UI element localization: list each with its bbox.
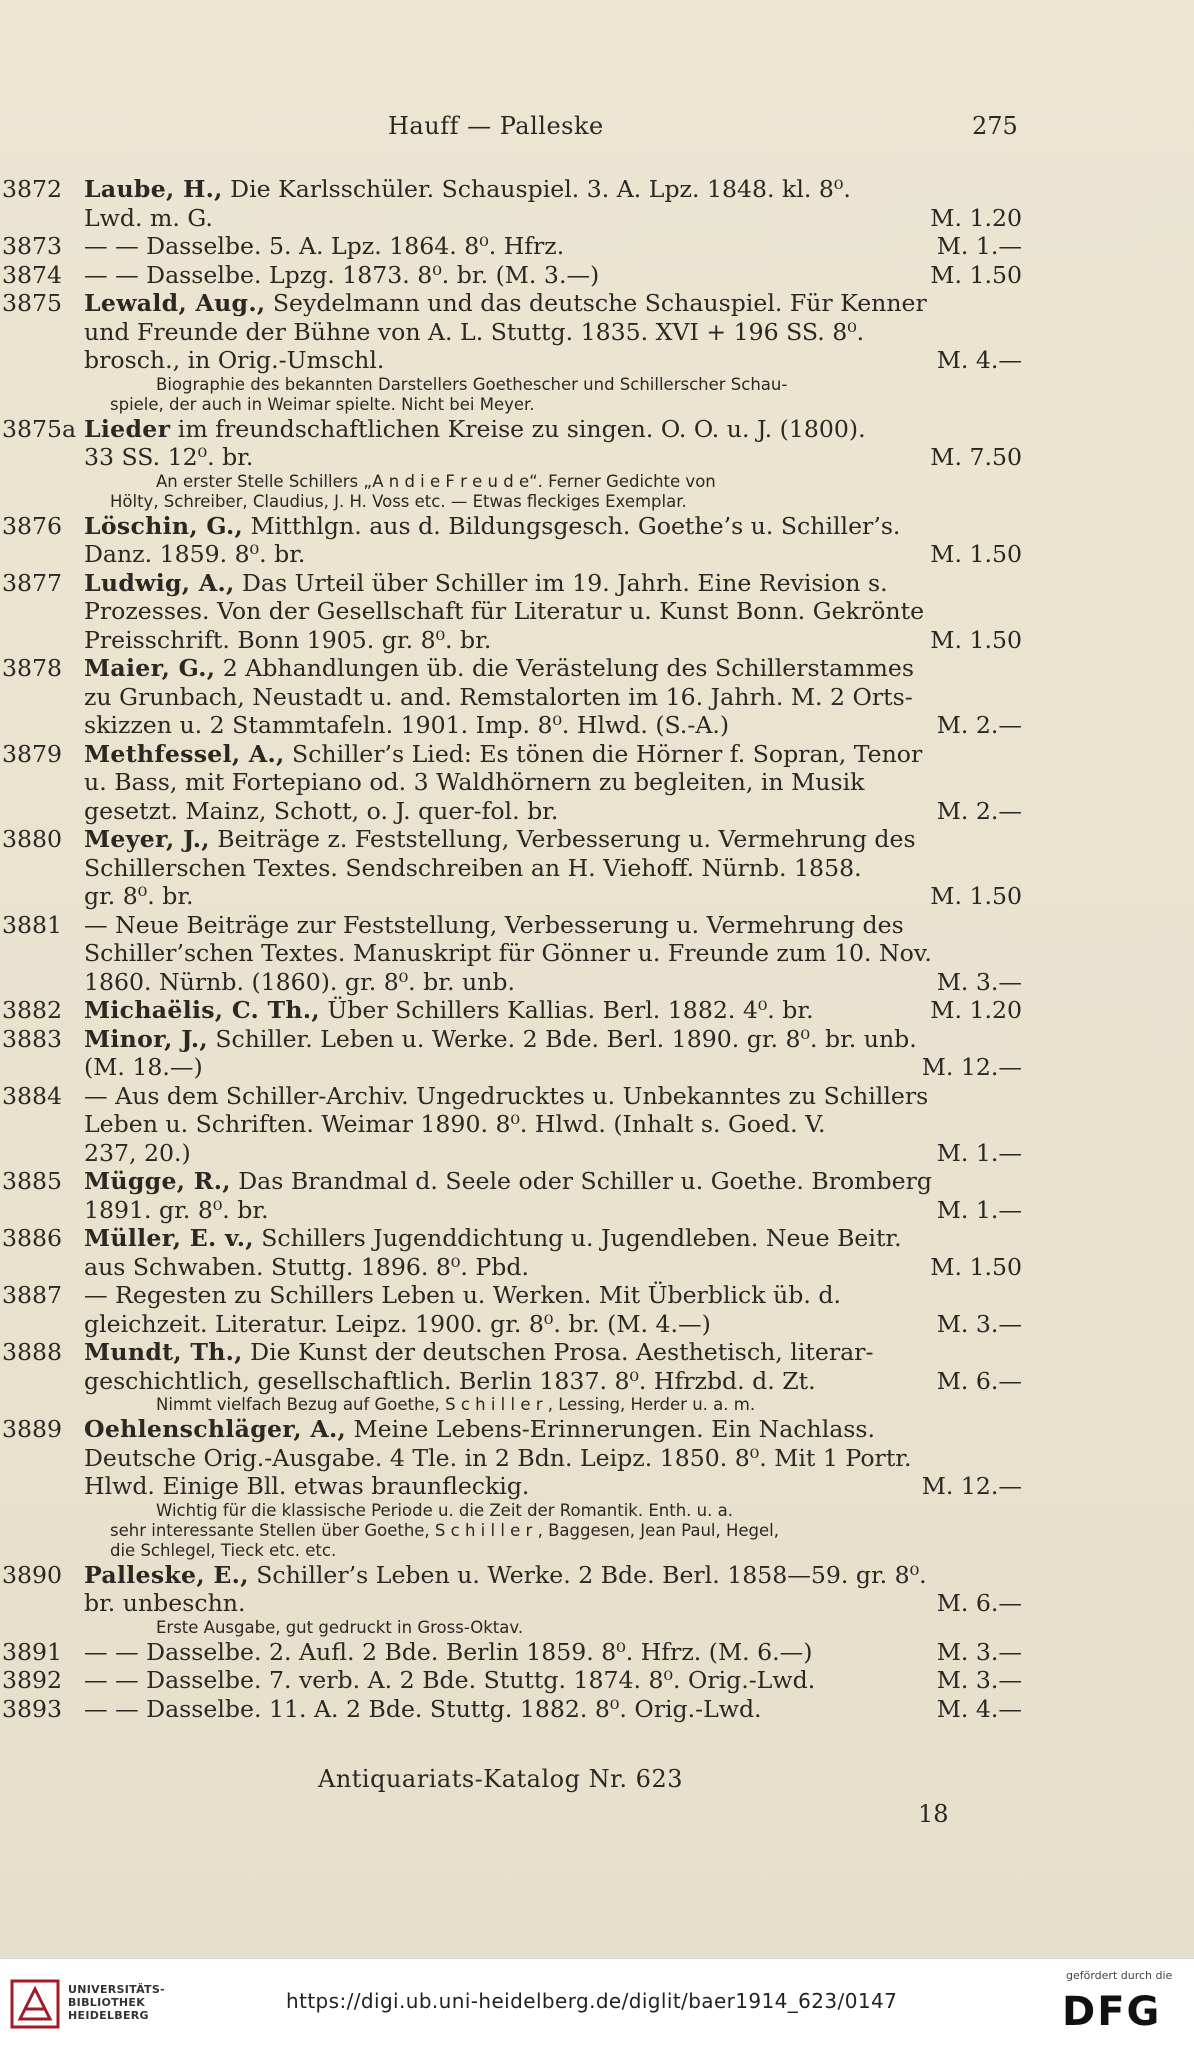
entry-number: 3875 <box>2 289 63 317</box>
entry-text <box>84 597 1030 626</box>
library-name-line: HEIDELBERG <box>68 2009 149 2022</box>
entry-description: 237, 20.) <box>84 1138 191 1167</box>
entry-text <box>84 939 1030 968</box>
entry-line <box>0 1589 1030 1618</box>
entry-line <box>0 204 1030 233</box>
catalog-entry <box>0 654 1030 740</box>
entry-line <box>0 1638 1030 1667</box>
entry-line <box>0 740 1030 769</box>
entry-price: M. 1.— <box>936 1138 1022 1167</box>
entry-number: 3883 <box>2 1024 63 1053</box>
entry-line <box>0 911 1030 940</box>
catalog-entry <box>0 911 1030 997</box>
entry-number: 3875a <box>2 414 77 443</box>
entry-author: Laube, H., <box>84 175 223 203</box>
entry-text <box>84 654 1030 683</box>
entry-author: Ludwig, A., <box>84 568 235 597</box>
entry-line <box>0 654 1030 683</box>
catalog-entry <box>0 289 1030 415</box>
entry-description: — — Dasselbe. 2. Aufl. 2 Bde. Berlin 1859. 8⁰. Hfrz. (M. 6.—) <box>84 1637 813 1666</box>
entry-number: 3872 <box>2 175 63 203</box>
entry-line <box>0 1110 1030 1139</box>
entry-number: 3882 <box>2 996 63 1024</box>
entry-description: Schiller. Leben u. Werke. 2 Bde. Berl. 1890. gr. 8⁰. br. unb. <box>207 1024 917 1053</box>
entry-description: — Aus dem Schiller-Archiv. Ungedrucktes u. Unbekanntes zu Schillers <box>84 1081 929 1110</box>
entry-price: M. 1.— <box>936 1195 1022 1224</box>
entry-number: 3887 <box>2 1281 63 1309</box>
entry-price: M. 6.— <box>936 1589 1022 1617</box>
entry-text <box>84 1082 1030 1111</box>
entry-author: Meyer, J., <box>84 825 210 853</box>
entry-text <box>84 683 1030 712</box>
entry-text <box>84 1139 1030 1168</box>
entry-description: Schillerschen Textes. Sendschreiben an H. Viehoff. Nürnb. 1858. <box>84 853 862 882</box>
entry-number: 3891 <box>2 1637 63 1666</box>
entry-description: Seydelmann und das deutsche Schauspiel. Für Kenner <box>265 289 927 317</box>
entry-description: Deutsche Orig.-Ausgabe. 4 Tle. in 2 Bdn. Leipz. 1850. 8⁰. Mit 1 Portr. <box>84 1443 912 1472</box>
entry-price: M. 1.50 <box>930 260 1022 289</box>
entry-note <box>0 1541 1030 1561</box>
entry-author: Mundt, Th., <box>84 1338 243 1366</box>
entry-description: gleichzeit. Literatur. Leipz. 1900. gr. 8⁰. br. (M. 4.—) <box>84 1309 711 1338</box>
entry-price: M. 3.— <box>936 967 1022 996</box>
entry-number: 3879 <box>2 739 63 768</box>
entry-number: 3885 <box>2 1167 63 1195</box>
entry-text <box>84 346 1030 375</box>
entry-description: 1860. Nürnb. (1860). gr. 8⁰. br. unb. <box>84 967 515 996</box>
entry-line <box>0 1082 1030 1111</box>
library-logo[interactable] <box>10 1973 180 2033</box>
catalog-entry <box>0 825 1030 911</box>
entry-text <box>84 1253 1030 1282</box>
entry-description: zu Grunbach, Neustadt u. and. Remstalorten im 16. Jahrh. M. 2 Orts- <box>84 682 913 711</box>
catalog-footer: Antiquariats-Katalog Nr. 623 <box>318 1765 683 1793</box>
entry-price: M. 12.— <box>921 1053 1022 1081</box>
entry-price: M. 1.50 <box>930 625 1022 654</box>
entry-description: 33 SS. 12⁰. br. <box>84 443 254 471</box>
catalog-entry <box>0 1224 1030 1281</box>
entry-price: M. 2.— <box>936 711 1022 739</box>
entry-line <box>0 1666 1030 1695</box>
entry-line <box>0 1310 1030 1339</box>
entry-text <box>84 512 1030 541</box>
entry-text <box>84 415 1030 444</box>
entry-line <box>0 1253 1030 1282</box>
entry-line <box>0 1196 1030 1225</box>
entry-line <box>0 1281 1030 1310</box>
entry-line <box>0 854 1030 883</box>
entry-description: skizzen u. 2 Stammtafeln. 1901. Imp. 8⁰. Hlwd. (S.-A.) <box>84 711 730 739</box>
entry-price: M. 1.— <box>936 232 1022 260</box>
entry-line <box>0 882 1030 911</box>
entry-text <box>84 232 1030 261</box>
entry-text <box>84 711 1030 740</box>
entry-description: Hlwd. Einige Bll. etwas braunfleckig. <box>84 1472 530 1500</box>
entry-line <box>0 1338 1030 1367</box>
entry-text <box>84 1638 1030 1667</box>
entry-text <box>84 882 1030 911</box>
entry-price: M. 1.20 <box>930 203 1022 232</box>
entry-number: 3877 <box>2 568 63 597</box>
entry-line <box>0 1224 1030 1253</box>
entry-line <box>0 318 1030 347</box>
entry-text <box>84 1415 1030 1444</box>
entry-line <box>0 1053 1030 1082</box>
entry-text <box>84 1224 1030 1253</box>
entry-number: 3880 <box>2 825 63 853</box>
entry-text <box>84 569 1030 598</box>
entry-number: 3890 <box>2 1560 63 1589</box>
entry-text <box>84 1110 1030 1139</box>
entry-text <box>84 1472 1030 1501</box>
entry-price: M. 4.— <box>936 346 1022 374</box>
entry-line <box>0 797 1030 826</box>
entry-note <box>0 472 1030 492</box>
header-title: Hauff — Palleske <box>388 112 604 140</box>
entry-price: M. 3.— <box>936 1309 1022 1338</box>
entry-text <box>84 1025 1030 1054</box>
entry-line <box>0 683 1030 712</box>
entry-text <box>84 1310 1030 1339</box>
entry-description: Schiller’s Lied: Es tönen die Hörner f. Sopran, Tenor <box>284 739 923 768</box>
entry-description: Das Brandmal d. Seele oder Schiller u. Goethe. Bromberg <box>230 1167 932 1195</box>
entry-line <box>0 261 1030 290</box>
entry-description: Über Schillers Kallias. Berl. 1882. 4⁰. br. <box>319 996 814 1024</box>
entry-note <box>0 1618 1030 1638</box>
entry-line <box>0 711 1030 740</box>
entry-text <box>84 1695 1030 1724</box>
entry-line <box>0 996 1030 1025</box>
entry-description: Leben u. Schriften. Weimar 1890. 8⁰. Hlwd. (Inhalt s. Goed. V. <box>84 1110 826 1138</box>
entry-description: — Regesten zu Schillers Leben u. Werken. Mit Überblick üb. d. <box>84 1281 841 1309</box>
entry-description: — — Dasselbe. 11. A. 2 Bde. Stuttg. 1882. 8⁰. Orig.-Lwd. <box>84 1694 762 1723</box>
library-name-line: UNIVERSITÄTS- <box>68 1983 165 1996</box>
entry-description: u. Bass, mit Fortepiano od. 3 Waldhörnern zu begleiten, in Musik <box>84 768 865 796</box>
entry-text <box>84 261 1030 290</box>
dfg-logo[interactable]: DFG <box>1062 1989 1162 2035</box>
entry-note-text: spiele, der auch in Weimar spielte. Nicht bei Meyer. <box>110 394 535 414</box>
entry-description: Schillers Jugenddichtung u. Jugendleben. Neue Beitr. <box>253 1224 902 1252</box>
entry-price: M. 1.50 <box>930 540 1022 568</box>
entry-text <box>84 204 1030 233</box>
entry-author: Mügge, R., <box>84 1167 231 1195</box>
catalog-entry <box>0 740 1030 826</box>
entry-text <box>84 540 1030 569</box>
library-name <box>68 1983 165 2022</box>
entry-text <box>84 740 1030 769</box>
library-name-line: BIBLIOTHEK <box>68 1996 146 2009</box>
entry-price: M. 7.50 <box>930 443 1022 471</box>
entry-note-text: sehr interessante Stellen über Goethe, S c h i l l e r , Baggesen, Jean Paul, Hegel, <box>110 1520 779 1540</box>
entry-line <box>0 175 1030 204</box>
entry-text <box>84 996 1030 1025</box>
entry-price: M. 1.50 <box>930 882 1022 910</box>
catalog-entry <box>0 232 1030 261</box>
entry-text <box>84 175 1030 204</box>
catalog-entry <box>0 175 1030 232</box>
entry-description: gr. 8⁰. br. <box>84 882 194 910</box>
entry-line <box>0 289 1030 318</box>
entry-text <box>84 1367 1030 1396</box>
entry-description: Mitthlgn. aus d. Bildungsgesch. Goethe’s u. Schiller’s. <box>243 511 901 540</box>
entry-description: geschichtlich, gesellschaftlich. Berlin 1837. 8⁰. Hfrzbd. d. Zt. <box>84 1366 816 1395</box>
entry-description: aus Schwaben. Stuttg. 1896. 8⁰. Pbd. <box>84 1252 529 1281</box>
entry-description: Das Urteil über Schiller im 19. Jahrh. Eine Revision s. <box>234 568 888 597</box>
running-header <box>0 112 1194 146</box>
library-seal-icon <box>10 1979 60 2029</box>
entry-description: gesetzt. Mainz, Schott, o. J. quer-fol. br. <box>84 796 559 825</box>
entry-description: — — Dasselbe. Lpzg. 1873. 8⁰. br. (M. 3.—) <box>84 260 600 289</box>
entry-text <box>84 825 1030 854</box>
catalog-entry <box>0 1338 1030 1415</box>
entry-text <box>84 626 1030 655</box>
entry-description: — — Dasselbe. 7. verb. A. 2 Bde. Stuttg. 1874. 8⁰. Orig.-Lwd. <box>84 1666 816 1694</box>
entry-price: M. 1.20 <box>930 996 1022 1024</box>
entry-text <box>84 1167 1030 1196</box>
entry-line <box>0 768 1030 797</box>
entry-note-text: Wichtig für die klassische Periode u. die Zeit der Romantik. Enth. u. a. <box>156 1500 733 1520</box>
entry-text <box>84 1666 1030 1695</box>
entry-text <box>84 318 1030 347</box>
entry-text <box>84 1338 1030 1367</box>
entry-number: 3886 <box>2 1224 63 1252</box>
entry-number: 3873 <box>2 232 63 260</box>
entry-list <box>0 175 1030 1723</box>
entry-number: 3878 <box>2 654 63 682</box>
entry-note <box>0 395 1030 415</box>
entry-note-text: Erste Ausgabe, gut gedruckt in Gross-Oktav. <box>156 1617 524 1637</box>
entry-line <box>0 1472 1030 1501</box>
catalog-entry <box>0 569 1030 655</box>
entry-author: Lewald, Aug., <box>84 289 266 317</box>
entry-line <box>0 346 1030 375</box>
entry-line <box>0 1025 1030 1054</box>
entry-author: Lieder <box>84 414 171 443</box>
entry-text <box>84 1196 1030 1225</box>
entry-line <box>0 232 1030 261</box>
entry-price: M. 2.— <box>936 796 1022 825</box>
catalog-entry <box>0 1561 1030 1638</box>
entry-note-text: Nimmt vielfach Bezug auf Goethe, S c h i l l e r , Lessing, Herder u. a. m. <box>156 1395 756 1414</box>
funded-by-label: gefördert durch die <box>1066 1969 1173 1982</box>
entry-description: — Neue Beiträge zur Feststellung, Verbesserung u. Vermehrung des <box>84 910 904 939</box>
catalog-entry <box>0 1025 1030 1082</box>
entry-line <box>0 1415 1030 1444</box>
catalog-entry <box>0 261 1030 290</box>
entry-author: Methfessel, A., <box>84 739 285 768</box>
entry-description: Schiller’schen Textes. Manuskript für Gönner u. Freunde zum 10. Nov. <box>84 939 932 967</box>
signature-mark: 18 <box>918 1800 949 1828</box>
entry-text <box>84 1281 1030 1310</box>
entry-note <box>0 375 1030 395</box>
entry-line <box>0 569 1030 598</box>
entry-note <box>0 1521 1030 1541</box>
catalog-entry <box>0 1695 1030 1724</box>
entry-description: br. unbeschn. <box>84 1589 246 1617</box>
entry-author: Michaëlis, C. Th., <box>84 996 320 1024</box>
entry-text <box>84 911 1030 940</box>
entry-description: Meine Lebens-Erinnerungen. Ein Nachlass. <box>345 1415 876 1443</box>
entry-line <box>0 968 1030 997</box>
entry-author: Maier, G., <box>84 654 216 682</box>
entry-note-text: An erster Stelle Schillers „A n d i e F r e u d e“. Ferner Gedichte von <box>156 471 716 491</box>
entry-description: Preisschrift. Bonn 1905. gr. 8⁰. br. <box>84 625 492 654</box>
entry-author: Löschin, G., <box>84 511 244 540</box>
entry-author: Minor, J., <box>84 1024 208 1053</box>
entry-description: im freundschaftlichen Kreise zu singen. O. O. u. J. (1800). <box>170 414 866 443</box>
catalog-entry <box>0 996 1030 1025</box>
entry-description: Prozesses. Von der Gesellschaft für Literatur u. Kunst Bonn. Gekrönte <box>84 597 925 625</box>
entry-description: 1891. gr. 8⁰. br. <box>84 1195 269 1224</box>
entry-line <box>0 939 1030 968</box>
entry-line <box>0 626 1030 655</box>
catalog-entry <box>0 415 1030 512</box>
entry-text <box>84 1589 1030 1618</box>
entry-price: M. 3.— <box>936 1666 1022 1694</box>
entry-number: 3884 <box>2 1081 63 1110</box>
entry-line <box>0 1367 1030 1396</box>
catalog-entry <box>0 1666 1030 1695</box>
entry-number: 3889 <box>2 1415 63 1443</box>
entry-line <box>0 540 1030 569</box>
entry-note-text: Hölty, Schreiber, Claudius, J. H. Voss etc. — Etwas fleckiges Exemplar. <box>110 491 687 511</box>
entry-description: Die Kunst der deutschen Prosa. Aesthetisch, literar- <box>242 1338 874 1366</box>
entry-note-text: die Schlegel, Tieck etc. etc. <box>110 1540 337 1560</box>
entry-number: 3881 <box>2 910 63 939</box>
entry-text <box>84 289 1030 318</box>
entry-description: Danz. 1859. 8⁰. br. <box>84 540 306 568</box>
entry-text <box>84 854 1030 883</box>
entry-author: Palleske, E., <box>84 1560 249 1589</box>
entry-author: Müller, E. v., <box>84 1224 254 1252</box>
entry-description: Die Karlsschüler. Schauspiel. 3. A. Lpz. 1848. kl. 8⁰. <box>222 175 851 203</box>
catalog-entry <box>0 1082 1030 1168</box>
entry-line <box>0 597 1030 626</box>
catalog-entry <box>0 512 1030 569</box>
entry-note <box>0 1501 1030 1521</box>
entry-description: (M. 18.—) <box>84 1053 203 1081</box>
catalog-entry <box>0 1281 1030 1338</box>
entry-note-text: Biographie des bekannten Darstellers Goethescher und Schillerscher Schau- <box>156 374 788 394</box>
entry-text <box>84 443 1030 472</box>
entry-line <box>0 1167 1030 1196</box>
catalog-entry <box>0 1638 1030 1667</box>
entry-price: M. 1.50 <box>930 1252 1022 1281</box>
entry-price: M. 4.— <box>936 1694 1022 1723</box>
entry-description: 2 Abhandlungen üb. die Verästelung des Schillerstammes <box>215 654 914 682</box>
entry-line <box>0 1444 1030 1473</box>
entry-author: Oehlenschläger, A., <box>84 1415 346 1443</box>
entry-number: 3888 <box>2 1338 63 1366</box>
entry-text <box>84 968 1030 997</box>
entry-price: M. 6.— <box>936 1366 1022 1395</box>
entry-line <box>0 1139 1030 1168</box>
entry-description: — — Dasselbe. 5. A. Lpz. 1864. 8⁰. Hfrz. <box>84 232 565 260</box>
entry-line <box>0 415 1030 444</box>
entry-line <box>0 1561 1030 1590</box>
catalog-entry <box>0 1167 1030 1224</box>
entry-description: Schiller’s Leben u. Werke. 2 Bde. Berl. 1858—59. gr. 8⁰. <box>248 1560 927 1589</box>
entry-line <box>0 512 1030 541</box>
entry-description: und Freunde der Bühne von A. L. Stuttg. 1835. XVI + 196 SS. 8⁰. <box>84 317 865 346</box>
permalink-url[interactable]: https://digi.ub.uni-heidelberg.de/diglit/baer1914_623/0147 <box>286 1989 898 2013</box>
entry-price: M. 3.— <box>936 1637 1022 1666</box>
catalog-entry <box>0 1415 1030 1561</box>
viewer-bottom-bar <box>0 1958 1194 2045</box>
entry-description: brosch., in Orig.-Umschl. <box>84 346 385 374</box>
page-number: 275 <box>972 112 1018 140</box>
entry-text <box>84 1053 1030 1082</box>
entry-number: 3892 <box>2 1666 63 1694</box>
entry-text <box>84 1444 1030 1473</box>
entry-text <box>84 1561 1030 1590</box>
entry-note <box>0 1395 1030 1415</box>
entry-number: 3874 <box>2 260 63 289</box>
entry-line <box>0 443 1030 472</box>
entry-note <box>0 492 1030 512</box>
entry-description: Beiträge z. Feststellung, Verbesserung u. Vermehrung des <box>209 825 916 853</box>
entry-price: M. 12.— <box>921 1472 1022 1500</box>
entry-text <box>84 768 1030 797</box>
entry-text <box>84 797 1030 826</box>
entry-number: 3893 <box>2 1694 63 1723</box>
entry-line <box>0 1695 1030 1724</box>
entry-description: Lwd. m. G. <box>84 203 213 232</box>
entry-number: 3876 <box>2 511 63 540</box>
entry-line <box>0 825 1030 854</box>
